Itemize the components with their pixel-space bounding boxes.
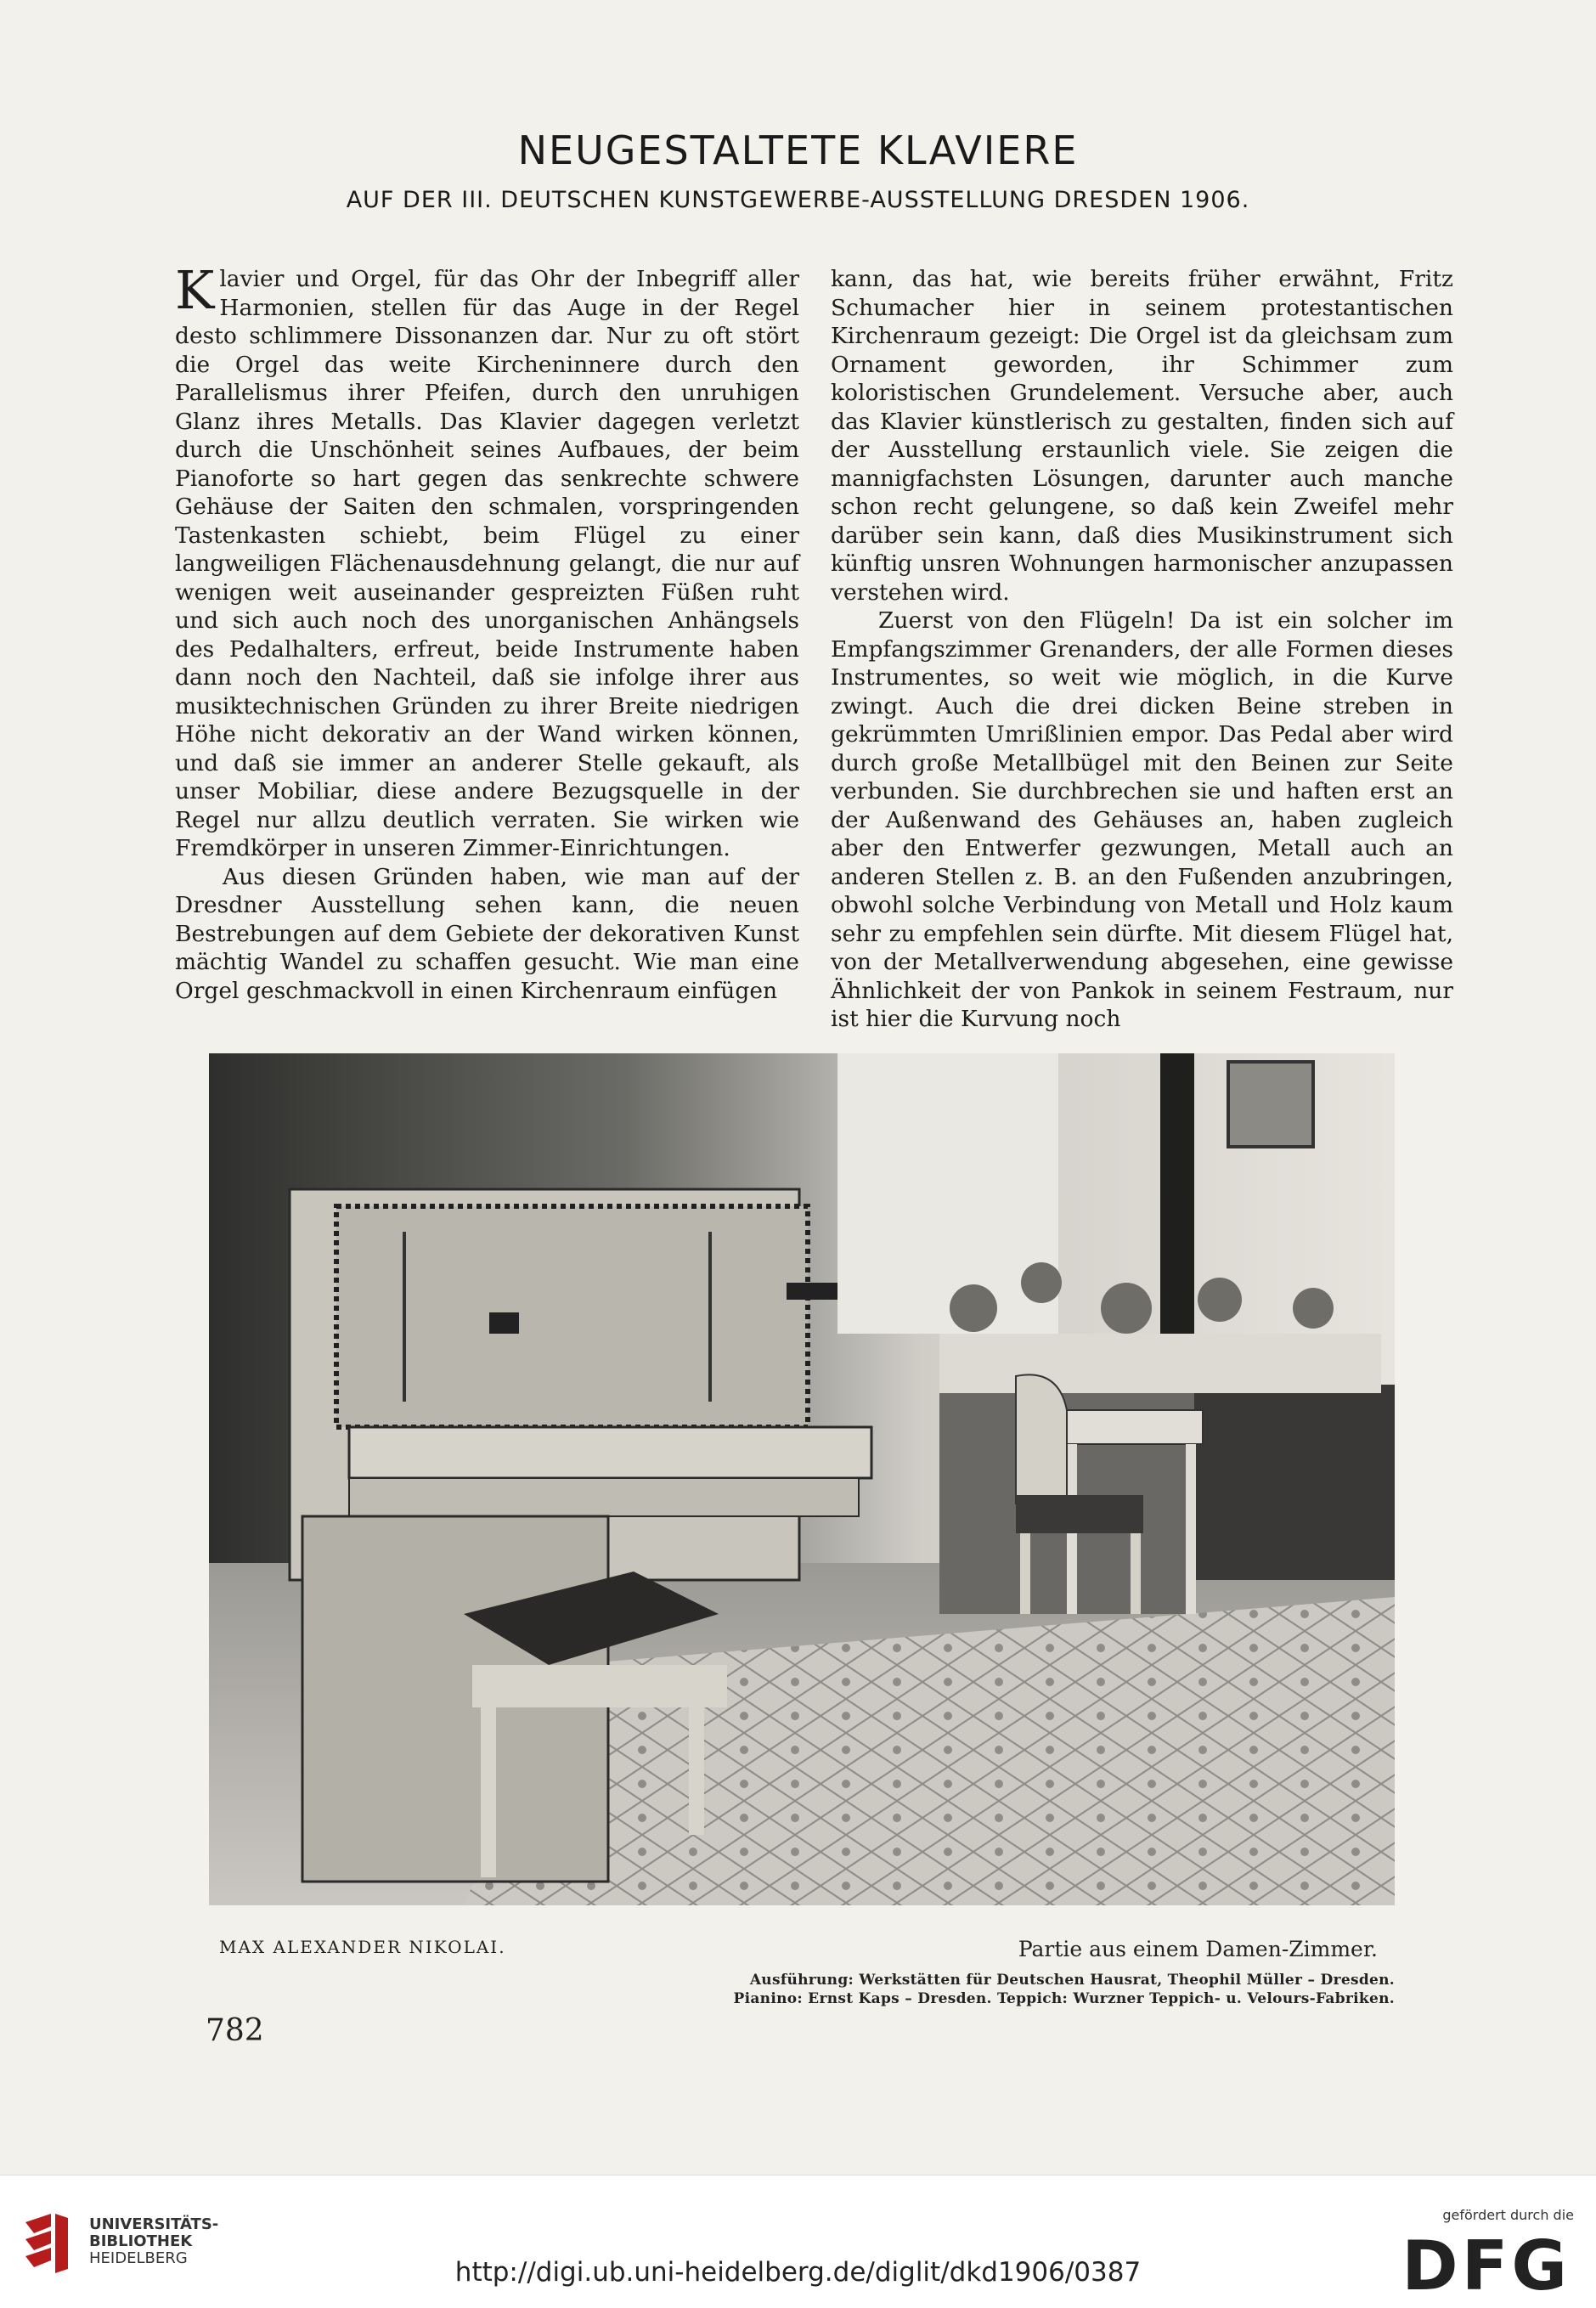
credit-line: Pianino: Ernst Kaps – Dresden. Teppich: Wurzner Teppich- u. Velours-Fabriken. bbox=[733, 1990, 1395, 2007]
library-name-line: HEIDELBERG bbox=[89, 2249, 188, 2267]
article-title: NEUGESTALTETE KLAVIERE bbox=[517, 127, 1079, 173]
page-number: 782 bbox=[206, 2013, 264, 2048]
text-column-left bbox=[175, 259, 799, 1005]
figure-artist: MAX ALEXANDER NIKOLAI. bbox=[219, 1937, 506, 1957]
digitization-footer bbox=[0, 2175, 1596, 2308]
text-column-right bbox=[831, 265, 1453, 1034]
drop-cap: K bbox=[175, 259, 215, 321]
credit-line: Ausführung: Werkstätten für Deutschen Hausrat, Theophil Müller – Dresden. bbox=[749, 1972, 1395, 1989]
library-name-line: BIBLIOTHEK bbox=[89, 2232, 193, 2250]
article-subtitle: AUF DER III. DEUTSCHEN KUNSTGEWERBE-AUSSTELLUNG DRESDEN 1906. bbox=[346, 187, 1250, 213]
source-url[interactable]: http://digi.ub.uni-heidelberg.de/diglit/dkd1906/0387 bbox=[454, 2257, 1142, 2288]
paragraph: Aus diesen Gründen haben, wie man auf der Dresdner Ausstellung sehen kann, die neuen Bestrebungen auf dem Gebiete der dekorativen Kunst mächtig Wandel zu schaffen gesucht. Wie man eine Orgel geschmackvoll in einen Kirchenraum einfügen bbox=[175, 863, 799, 1004]
paragraph bbox=[175, 259, 799, 863]
piano-room-illustration bbox=[209, 1053, 1395, 1905]
paragraph-text: lavier und Orgel, für das Ohr der Inbegriff aller Harmonien, stellen für das Auge in der Regel desto schlimmere Dissonanzen dar. Nur zu oft stört die Orgel das weite Kircheninnere durch den Parallelismus ihrer Pfeifen, durch den unruhigen Glanz ihres Metalls. Das Klavier dagegen verletzt durch die Unschönheit seines Aufbaues, der beim Pianoforte so hart gegen das senkrechte schwere Gehäuse der Saiten den schmalen, vorspringenden Tastenkasten schiebt, beim Flügel zu einer langweiligen Flächenausdehnung gelangt, die nur auf wenigen weit auseinander gespreizten Füßen ruht und sich auch noch des unorganischen Anhängsels des Pedalhalters, erfreut, beide Instrumente haben dann noch den Nachteil, daß sie infolge ihrer aus musiktechnischen Gründen zu ihrer Breite niedrigen Höhe nicht dekorativ an der Wand wirken können, und daß sie immer an anderer Stelle gekauft, als unser Mobiliar, diese andere Bezugsquelle in der Regel nur allzu deutlich verraten. Sie wirken wie Fremdkörper in unseren Zimmer-Einrichtungen. bbox=[175, 266, 799, 861]
figure-credits bbox=[734, 1971, 1395, 2008]
funding-note: gefördert durch die bbox=[1442, 2207, 1574, 2223]
paragraph: kann, das hat, wie bereits früher erwähnt, Fritz Schumacher hier in seinem protestantischen Kirchenraum gezeigt: Die Orgel ist da gleichsam zum Ornament geworden, ihr Schimmer zum koloristischen Grundelement. Versuche aber, auch das Klavier künstlerisch zu gestalten, finden sich auf der Ausstellung erstaunlich viele. Sie zeigen die mannigfachsten Lösungen, darunter auch manche schon recht gelungene, so daß kein Zweifel mehr darüber sein kann, daß dies Musikinstrument sich künftig unsren Wohnungen harmonischer anzupassen verstehen wird. bbox=[831, 266, 1453, 606]
paragraph: Zuerst von den Flügeln! Da ist ein solcher im Empfangszimmer Grenanders, der alle Formen dieses Instrumentes, so weit wie möglich, in die Kurve zwingt. Auch die drei dicken Beine streben in gekrümmten Umrißlinien empor. Das Pedal aber wird durch große Metallbügel mit den Beinen zur Seite verbunden. Sie durchbrechen sie und haften erst an der Außenwand des Gehäuses an, haben zugleich aber den Entwerfer gezwungen, Metall auch an anderen Stellen z. B. an den Fußenden anzubringen, obwohl solche Verbindung von Metall und Holz kaum sehr zu empfehlen sein dürfte. Mit diesem Flügel hat, von der Metallverwendung abgesehen, eine gewisse Ähnlichkeit der von Pankok in seinem Festraum, nur ist hier die Kurvung noch bbox=[831, 607, 1453, 1032]
library-name-line: UNIVERSITÄTS- bbox=[89, 2215, 219, 2233]
room-photograph bbox=[209, 1053, 1395, 1905]
figure-caption: Partie aus einem Damen-Zimmer. bbox=[1018, 1937, 1378, 1961]
dfg-logo: DFG bbox=[1401, 2226, 1571, 2305]
